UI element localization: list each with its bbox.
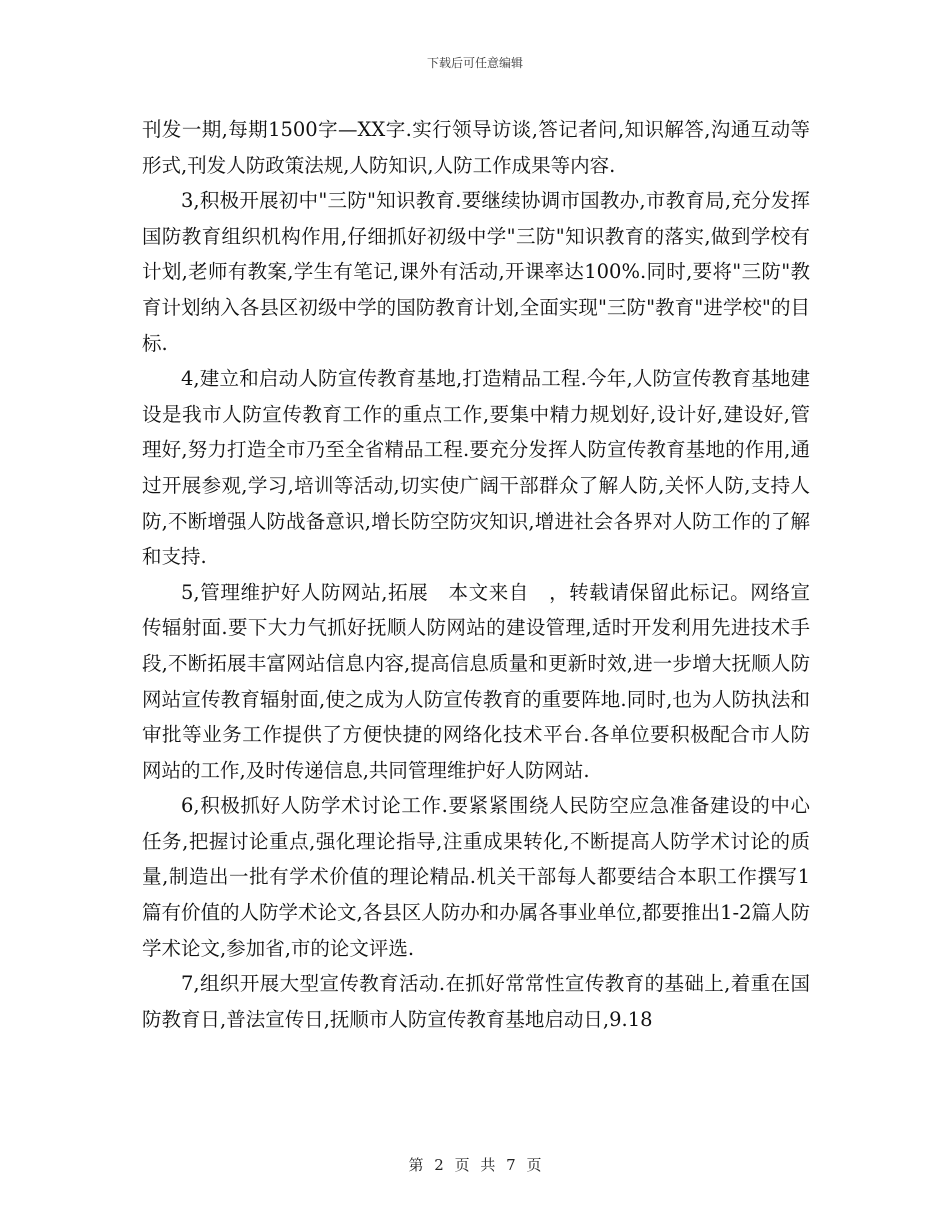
- paragraph-3: 4,建立和启动人防宣传教育基地,打造精品工程.今年,人防宣传教育基地建设是我市人防宣传教育工作的重点工作,要集中精力规划好,设计好,建设好,管理好,努力打造全市乃至全省精品工程.要充分发挥人防宣传教育基地的作用,通过开展参观,学习,培训等活动,切实使广阔干部群众了解人防,关怀人防,支持人防,不断增强人防战备意识,增长防空防灾知识,增进社会各界对人防工作的了解和支持.: [142, 367, 810, 569]
- paragraph-5: 6,积极抓好人防学术讨论工作.要紧紧围绕人民防空应急准备建设的中心任务,把握讨论重点,强化理论指导,注重成果转化,不断提高人防学术讨论的质量,制造出一批有学术价值的理论精品.机关干部每人都要结合本职工作撰写1篇有价值的人防学术论文,各县区人防办和办属各事业单位,都要推出1-2篇人防学术论文,参加省,市的论文评选.: [142, 794, 810, 960]
- paragraph-6: 7,组织开展大型宣传教育活动.在抓好常常性宣传教育的基础上,着重在国防教育日,普法宣传日,抚顺市人防宣传教育基地启动日,9.18: [142, 972, 810, 1031]
- paragraph-1: 刊发一期,每期1500字—XX字.实行领导访谈,答记者问,知识解答,沟通互动等形式,刊发人防政策法规,人防知识,人防工作成果等内容.: [142, 118, 810, 177]
- paragraph-2: 3,积极开展初中"三防"知识教育.要继续协调市国教办,市教育局,充分发挥国防教育组织机构作用,仔细抓好初级中学"三防"知识教育的落实,做到学校有计划,老师有教案,学生有笔记,课外有活动,开课率达100%.同时,要将"三防"教育计划纳入各县区初级中学的国防教育计划,全面实现"三防"教育"进学校"的目标.: [142, 189, 810, 355]
- page-footer: 第 2 页 共 7 页: [408, 1156, 542, 1174]
- paragraph-4: 5,管理维护好人防网站,拓展 本文来自 ，转载请保留此标记。网络宣传辐射面.要下大力气抓好抚顺人防网站的建设管理,适时开发利用先进技术手段,不断拓展丰富网站信息内容,提高信息质量和更新时效,进一步增大抚顺人防网站宣传教育辐射面,使之成为人防宣传教育的重要阵地.同时,也为人防执法和审批等业务工作提供了方便快捷的网络化技术平台.各单位要积极配合市人防网站的工作,及时传递信息,共同管理维护好人防网站.: [142, 580, 810, 782]
- document-body: [142, 112, 810, 1037]
- page-header: 下载后可任意编辑: [426, 56, 523, 70]
